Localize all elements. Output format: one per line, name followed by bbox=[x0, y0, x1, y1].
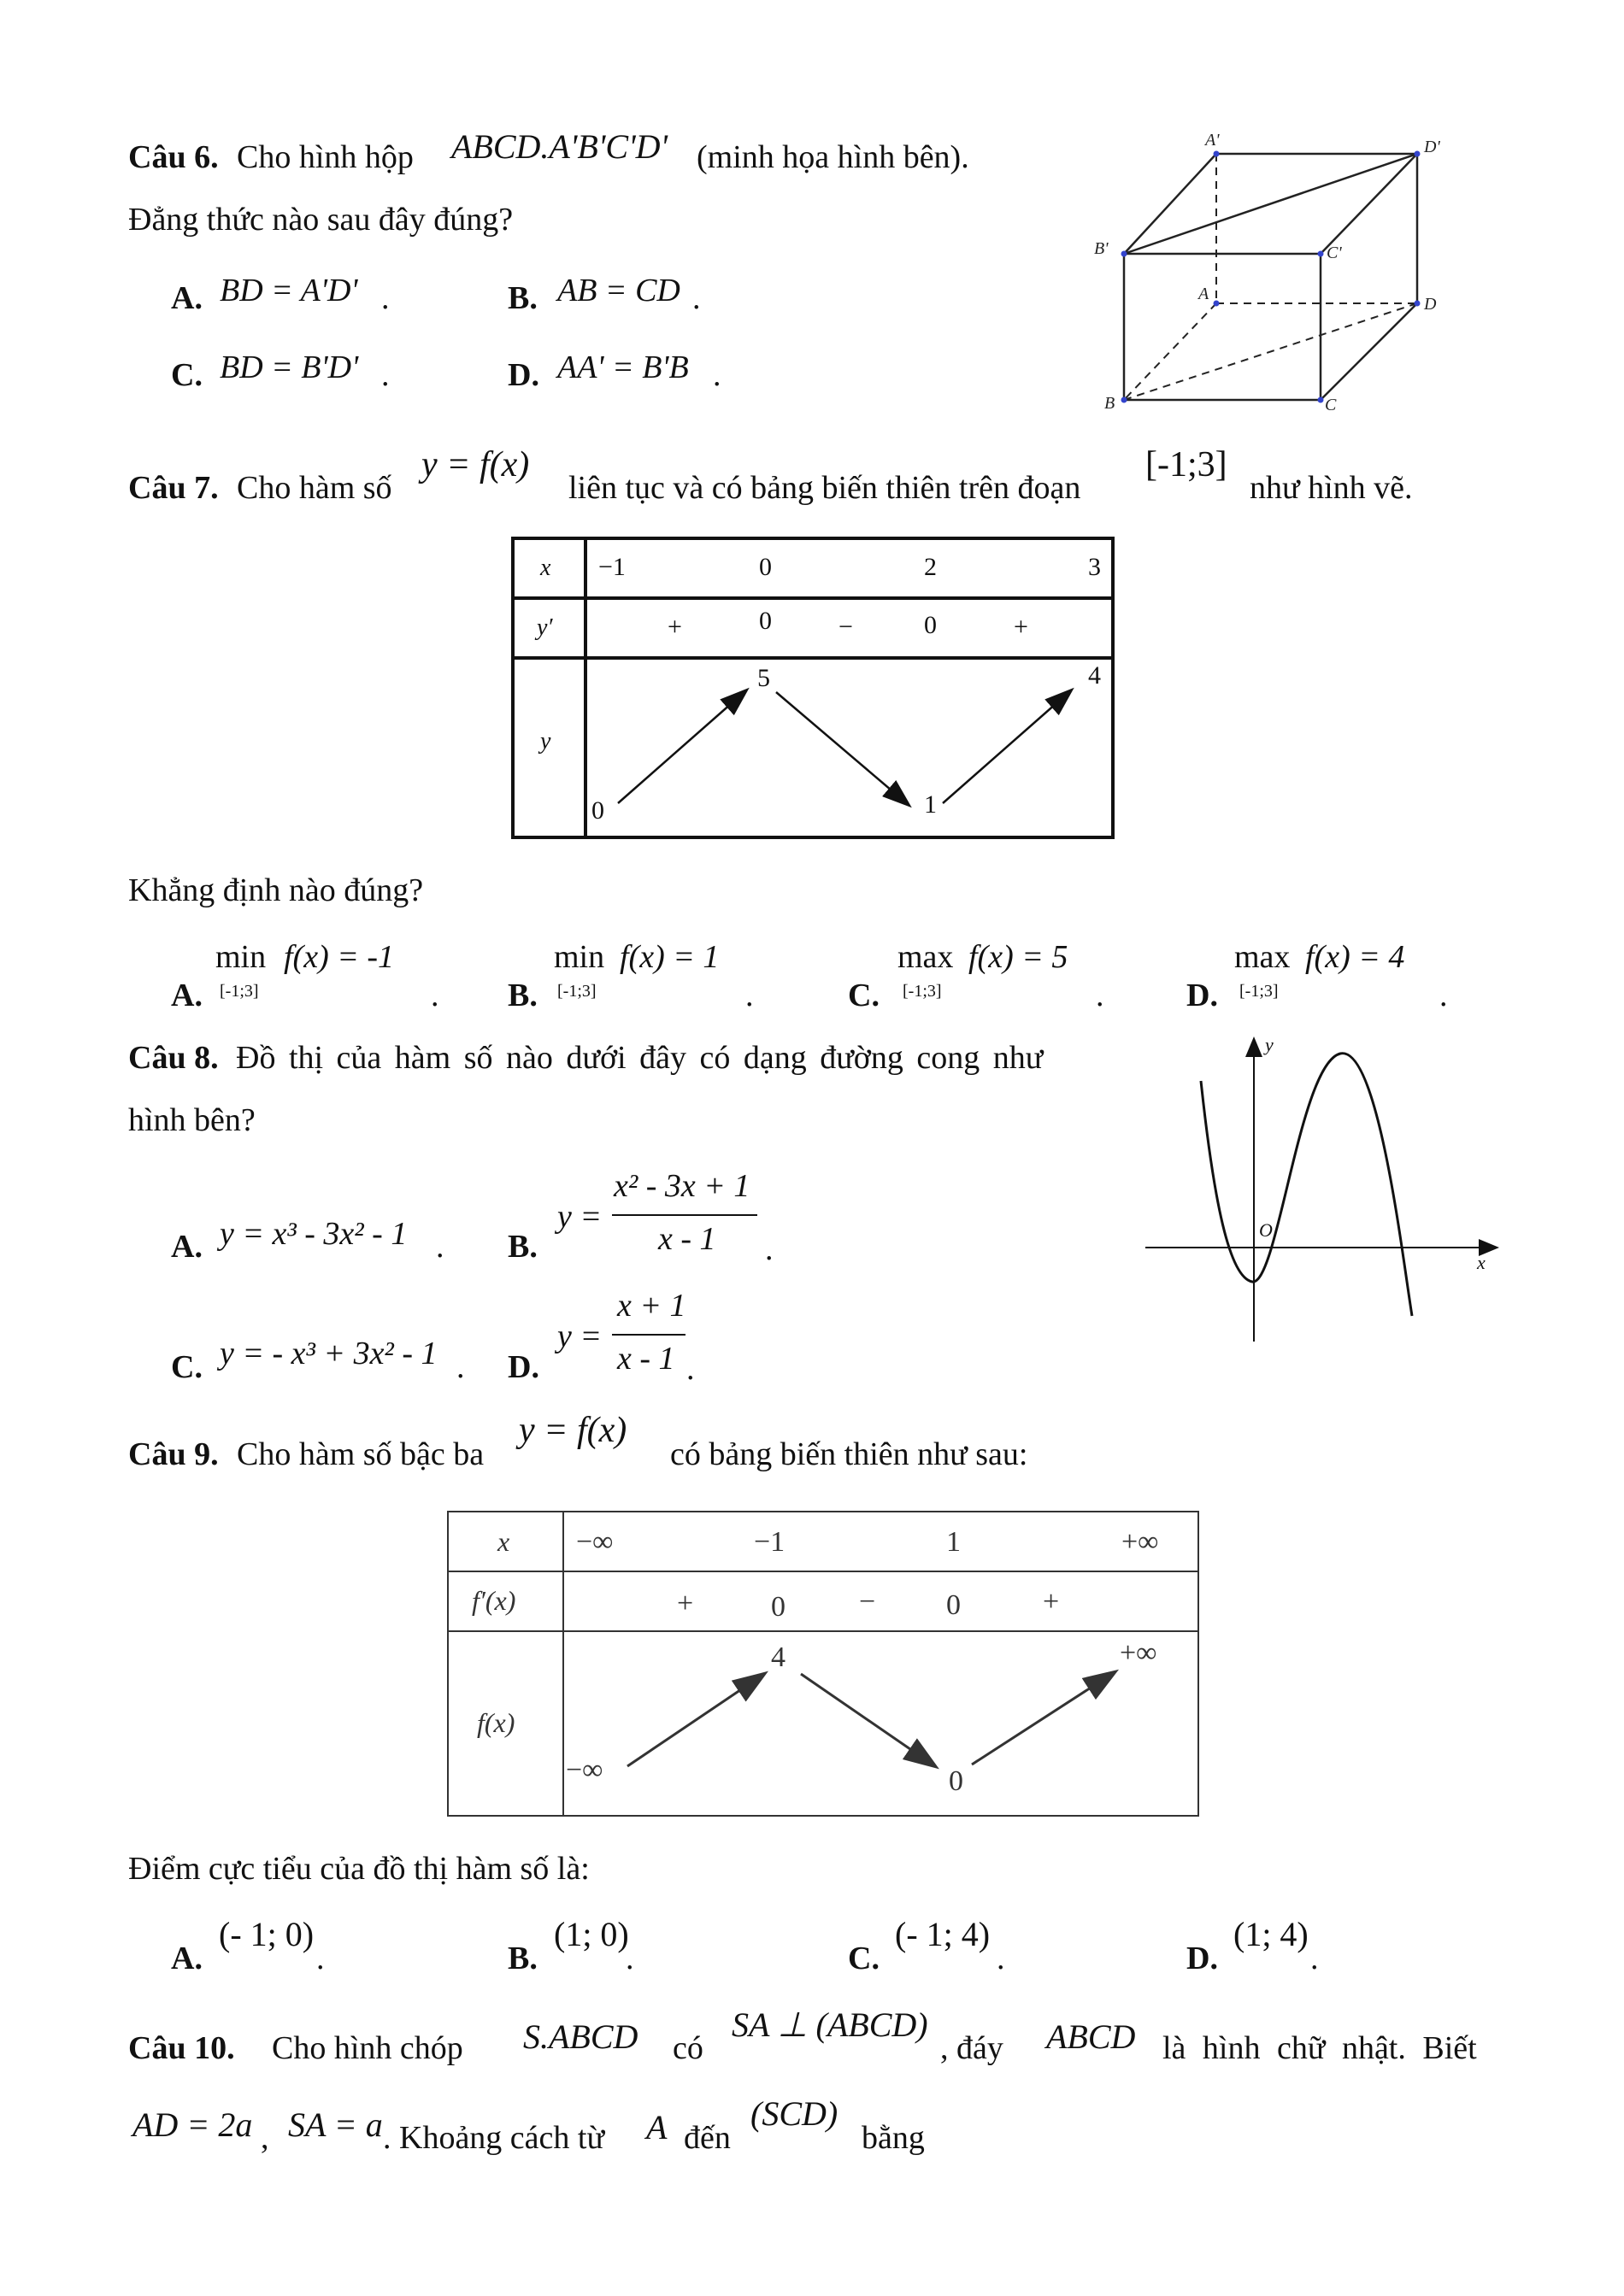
q9-text: Cho hàm số bậc ba bbox=[237, 1436, 485, 1472]
q9-sign: 0 bbox=[946, 1589, 961, 1621]
q7-x-value: 3 bbox=[1088, 553, 1101, 581]
q7-text-mid: liên tục và có bảng biến thiên trên đoạn bbox=[568, 470, 1081, 506]
cube-label: C' bbox=[1327, 244, 1342, 262]
q7-y-value: 4 bbox=[1088, 661, 1101, 690]
q9-option-b-expr: (1; 0) bbox=[554, 1915, 629, 1953]
q7-option-b-op: min bbox=[554, 939, 605, 975]
q9-variation-table bbox=[446, 1510, 1203, 1819]
q7-sign: 0 bbox=[759, 607, 772, 635]
q7-y-value: 5 bbox=[757, 664, 770, 692]
q8-option-d-den: x - 1 bbox=[617, 1341, 675, 1377]
q6-option-c: BD = B'D' bbox=[220, 349, 359, 385]
q9-option-d-letter: D. bbox=[1186, 1941, 1218, 1976]
q6-option-b-letter: B. bbox=[508, 280, 538, 316]
q7-sign: + bbox=[1014, 613, 1028, 641]
q8-option-b-den: x - 1 bbox=[658, 1221, 716, 1257]
origin-label: O bbox=[1259, 1219, 1273, 1241]
q7-option-d-dot: . bbox=[1439, 978, 1448, 1013]
q9-row-x: x bbox=[497, 1526, 510, 1557]
q10-text-7: bằng bbox=[862, 2120, 925, 2156]
q7-interval: [-1;3] bbox=[1145, 445, 1227, 484]
q9-y-value: +∞ bbox=[1120, 1637, 1157, 1669]
q9-row-dy: f′(x) bbox=[472, 1585, 516, 1616]
fraction-bar bbox=[612, 1334, 685, 1336]
q6-box-name: ABCD.A'B'C'D' bbox=[451, 127, 668, 166]
cube-label: B bbox=[1104, 394, 1115, 413]
q6-option-c-dot: . bbox=[381, 357, 390, 393]
q7-option-d-sub: [-1;3] bbox=[1239, 982, 1279, 1001]
q7-x-value: 2 bbox=[924, 553, 937, 581]
q8-option-c-dot: . bbox=[456, 1349, 465, 1385]
q9-x-value: −∞ bbox=[576, 1526, 614, 1558]
q10-perp: SA ⊥ (ABCD) bbox=[732, 2005, 928, 2044]
y-axis-label: y bbox=[1265, 1034, 1274, 1055]
q7-label: Câu 7. bbox=[128, 470, 219, 506]
q7-option-d-op: max bbox=[1234, 939, 1291, 975]
cube-label: A bbox=[1198, 285, 1209, 303]
q10-text-6: đến bbox=[684, 2120, 731, 2156]
q8-option-d-letter: D. bbox=[508, 1349, 539, 1385]
q9-option-d-dot: . bbox=[1310, 1941, 1319, 1976]
q10-condition-sa: SA = a bbox=[288, 2105, 383, 2144]
q7-option-a-op: min bbox=[215, 939, 267, 975]
q6-option-a: BD = A'D' bbox=[220, 273, 358, 308]
q10-plane: (SCD) bbox=[750, 2094, 838, 2133]
q8-label: Câu 8. bbox=[128, 1040, 219, 1076]
q7-option-b-sub: [-1;3] bbox=[557, 982, 597, 1001]
cube-label: C bbox=[1325, 396, 1337, 414]
q7-text: Cho hàm số bbox=[237, 470, 392, 506]
q10-pyramid: S.ABCD bbox=[523, 2017, 638, 2056]
q9-option-d-expr: (1; 4) bbox=[1233, 1915, 1309, 1953]
q9-x-value: 1 bbox=[946, 1526, 961, 1558]
q9-text-post: có bảng biến thiên như sau: bbox=[670, 1436, 1028, 1472]
q10-condition-ad: AD = 2a bbox=[132, 2105, 253, 2144]
q6-text-post: (minh họa hình bên). bbox=[697, 139, 969, 175]
q6-option-d-letter: D. bbox=[508, 357, 539, 393]
q10-text-5: . Khoảng cách từ bbox=[383, 2120, 605, 2156]
q7-row-dy: y′ bbox=[537, 614, 553, 641]
q6-option-b-dot: . bbox=[692, 280, 701, 316]
q10-point: A bbox=[646, 2108, 668, 2146]
q8-option-a-letter: A. bbox=[171, 1229, 203, 1265]
q7-variation-table bbox=[511, 537, 1118, 841]
q7-option-d-letter: D. bbox=[1186, 978, 1218, 1013]
q9-option-b-dot: . bbox=[626, 1941, 634, 1976]
cube-label: A' bbox=[1205, 131, 1220, 150]
q8-text: Đồ thị của hàm số nào dưới đây có dạng đường cong như bbox=[236, 1040, 1044, 1076]
q10-label: Câu 10. bbox=[128, 2030, 235, 2066]
q7-sign: + bbox=[668, 613, 682, 641]
q9-question: Điểm cực tiểu của đồ thị hàm số là: bbox=[128, 1851, 590, 1887]
q9-y-value: 4 bbox=[771, 1641, 786, 1673]
cube-figure bbox=[1086, 120, 1462, 419]
q10-text-2: có bbox=[673, 2030, 703, 2066]
q7-sign: 0 bbox=[924, 611, 937, 639]
q7-option-d-expr: f(x) = 4 bbox=[1305, 939, 1405, 975]
q6-option-a-dot: . bbox=[381, 280, 390, 316]
q7-y-value: 1 bbox=[924, 790, 937, 819]
q6-option-d: AA' = B'B bbox=[557, 349, 689, 385]
q7-row-y: y bbox=[540, 728, 551, 755]
q8-option-a-dot: . bbox=[436, 1229, 444, 1265]
q7-option-c-sub: [-1;3] bbox=[903, 982, 942, 1001]
q7-x-value: 0 bbox=[759, 553, 772, 581]
x-axis-label: x bbox=[1477, 1252, 1486, 1273]
q9-y-value: −∞ bbox=[566, 1754, 603, 1786]
q8-option-b-lhs: y = bbox=[557, 1199, 603, 1235]
q10-text: Cho hình chóp bbox=[272, 2030, 463, 2066]
q6-option-b: AB = CD bbox=[557, 273, 680, 308]
q9-option-c-dot: . bbox=[997, 1941, 1005, 1976]
q9-option-c-expr: (- 1; 4) bbox=[895, 1915, 991, 1953]
q9-option-a-letter: A. bbox=[171, 1941, 203, 1976]
q9-x-value: −1 bbox=[754, 1526, 786, 1558]
q7-x-value: −1 bbox=[598, 553, 626, 581]
cube-label: D' bbox=[1424, 138, 1440, 156]
q8-option-b-letter: B. bbox=[508, 1229, 538, 1265]
q7-option-a-letter: A. bbox=[171, 978, 203, 1013]
q8-option-d-dot: . bbox=[686, 1351, 695, 1387]
q7-option-b-expr: f(x) = 1 bbox=[620, 939, 720, 975]
q9-option-c-letter: C. bbox=[848, 1941, 880, 1976]
q8-option-c-letter: C. bbox=[171, 1349, 203, 1385]
q8-text-2: hình bên? bbox=[128, 1102, 256, 1138]
q9-func: y = f(x) bbox=[519, 1411, 627, 1450]
q9-x-value: +∞ bbox=[1121, 1526, 1159, 1558]
q7-option-a-dot: . bbox=[431, 978, 439, 1013]
q6-option-c-letter: C. bbox=[171, 357, 203, 393]
q7-y-value: 0 bbox=[591, 796, 604, 825]
q7-option-b-dot: . bbox=[745, 978, 754, 1013]
q9-sign: 0 bbox=[771, 1591, 786, 1623]
fraction-bar bbox=[612, 1214, 757, 1216]
q10-text-4: là hình chữ nhật. Biết bbox=[1162, 2030, 1477, 2066]
q6-option-a-letter: A. bbox=[171, 280, 203, 316]
q8-option-b-num: x² - 3x + 1 bbox=[614, 1168, 750, 1204]
q8-graph bbox=[1137, 1030, 1513, 1350]
q7-option-c-dot: . bbox=[1096, 978, 1104, 1013]
cube-label: B' bbox=[1094, 239, 1109, 258]
q9-y-value: 0 bbox=[949, 1765, 963, 1797]
q9-sign: + bbox=[1043, 1586, 1060, 1618]
q7-row-x: x bbox=[540, 555, 551, 581]
q7-func: y = f(x) bbox=[421, 445, 530, 484]
q8-option-c-expr: y = - x³ + 3x² - 1 bbox=[220, 1336, 438, 1371]
q9-option-a-dot: . bbox=[316, 1941, 325, 1976]
q7-option-b-letter: B. bbox=[508, 978, 538, 1013]
q7-option-c-expr: f(x) = 5 bbox=[968, 939, 1068, 975]
q6-text: Cho hình hộp bbox=[237, 139, 414, 175]
q9-option-b-letter: B. bbox=[508, 1941, 538, 1976]
q7-option-c-letter: C. bbox=[848, 978, 880, 1013]
cube-label: D bbox=[1424, 295, 1437, 314]
q6-option-d-dot: . bbox=[713, 357, 721, 393]
q7-option-c-op: max bbox=[897, 939, 954, 975]
q9-sign: + bbox=[677, 1588, 694, 1619]
q10-comma: , bbox=[261, 2120, 269, 2156]
q8-option-b-dot: . bbox=[765, 1231, 774, 1267]
q8-option-d-lhs: y = bbox=[557, 1318, 603, 1354]
q9-option-a-expr: (- 1; 0) bbox=[219, 1915, 315, 1953]
q7-question: Khẳng định nào đúng? bbox=[128, 872, 424, 908]
q9-row-y: f(x) bbox=[477, 1707, 515, 1738]
q7-option-a-expr: f(x) = -1 bbox=[284, 939, 395, 975]
q6-question: Đẳng thức nào sau đây đúng? bbox=[128, 202, 514, 238]
q9-sign: − bbox=[859, 1586, 876, 1618]
q9-label: Câu 9. bbox=[128, 1436, 219, 1472]
q7-text-post: như hình vẽ. bbox=[1250, 470, 1413, 506]
q6-label: Câu 6. bbox=[128, 139, 219, 175]
q8-option-a-expr: y = x³ - 3x² - 1 bbox=[220, 1216, 408, 1252]
q7-sign: − bbox=[838, 613, 853, 641]
q10-text-3: , đáy bbox=[940, 2030, 1003, 2066]
q8-option-d-num: x + 1 bbox=[617, 1288, 686, 1324]
q10-base: ABCD bbox=[1046, 2017, 1136, 2056]
q7-option-a-sub: [-1;3] bbox=[220, 982, 259, 1001]
